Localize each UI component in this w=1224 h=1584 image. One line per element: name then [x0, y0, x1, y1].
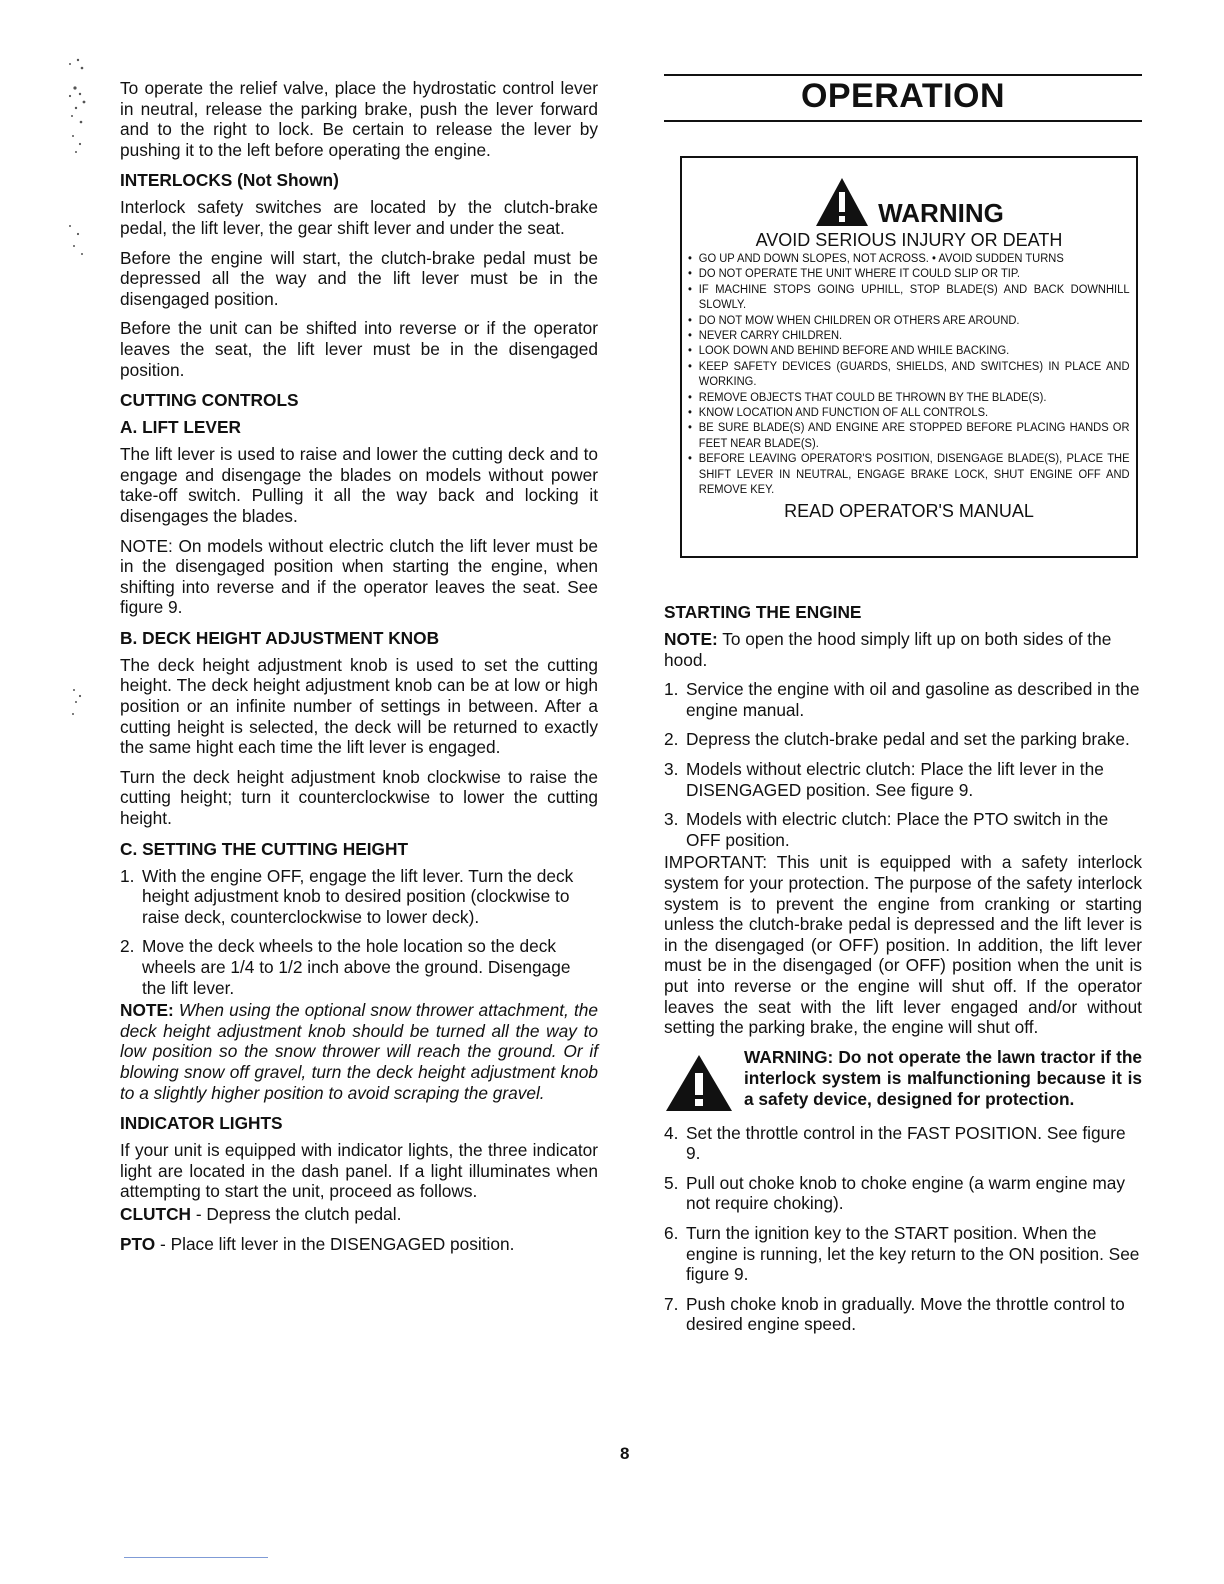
- interlocks-paragraph-2: Before the engine will start, the clutch-brake pedal must be depressed all the way and the lift lever must be in the disengaged position.: [120, 247, 598, 309]
- indicator-lights-paragraph: If your unit is equipped with indicator lights, the three indicator light are located in the dash panel. If a light illuminates when attempting to start the unit, proceed as follows.: [120, 1140, 598, 1202]
- start-step: 3. Models with electric clutch: Place the PTO switch in the OFF position.: [664, 809, 1109, 850]
- snow-thrower-note: [120, 1000, 598, 1103]
- start-step: 6. Turn the ignition key to the START position. When the engine is running, let the key return to the ON position. See figure 9.: [664, 1223, 1140, 1285]
- warning-item: • REMOVE OBJECTS THAT COULD BE THROWN BY THE BLADE(S).: [688, 389, 1047, 404]
- interlock-warning-text: WARNING: Do not operate the lawn tractor if the interlock system is malfunctioning because it is a safety device, designed for protection.: [744, 1046, 1142, 1109]
- hood-note: [664, 629, 1142, 670]
- setting-cutting-height-heading: C. SETTING THE CUTTING HEIGHT: [120, 838, 409, 859]
- warning-item: • KEEP SAFETY DEVICES (GUARDS, SHIELDS, AND SWITCHES) IN PLACE AND WORKING.: [688, 358, 1130, 389]
- warning-triangle-icon: [814, 176, 870, 228]
- step-text: With the engine OFF, engage the lift lever. Turn the deck height adjustment knob to desired position (clockwise to raise deck, counterclockwise to lower deck).: [142, 865, 574, 927]
- warning-item: • LOOK DOWN AND BEHIND BEFORE AND WHILE BACKING.: [688, 343, 1010, 358]
- setting-step: [120, 866, 598, 928]
- interlock-warning: [664, 1047, 1142, 1113]
- setting-step: [120, 936, 598, 998]
- indicator-lights-heading: INDICATOR LIGHTS: [120, 1113, 283, 1134]
- pto-instruction: [120, 1234, 598, 1255]
- warning-subheading: AVOID SERIOUS INJURY OR DEATH: [755, 230, 1063, 250]
- read-manual-footer: READ OPERATOR'S MANUAL: [784, 500, 1034, 521]
- note-text: When using the optional snow thrower attachment, the deck height adjustment knob should be turned all the way to low position so the snow thrower will reach the ground. Or if blowing snow off gravel, turn the deck height adjustment knob to a slightly higher position to avoid scraping the gravel.: [120, 1000, 598, 1103]
- step-number: 1.: [120, 865, 135, 886]
- warning-item: • KNOW LOCATION AND FUNCTION OF ALL CONTROLS.: [688, 405, 989, 420]
- note-text: To open the hood simply lift up on both sides of the hood.: [664, 629, 1112, 670]
- step-number: 2.: [120, 936, 135, 957]
- lift-lever-heading: A. LIFT LEVER: [120, 417, 241, 438]
- pto-text: - Place lift lever in the DISENGAGED position.: [155, 1233, 515, 1254]
- step-text: Move the deck wheels to the hole location so the deck wheels are 1/4 to 1/2 inch above the ground. Disengage the lift lever.: [142, 936, 571, 998]
- lift-lever-note: NOTE: On models without electric clutch the lift lever must be in the disengaged position when starting the engine, when shifting into reverse and if the operator leaves the seat. See figure 9.: [120, 535, 598, 618]
- interlocks-paragraph-1: Interlock safety switches are located by the clutch-brake pedal, the lift lever, the gear shift lever and under the seat.: [120, 197, 598, 238]
- left-column: [120, 78, 598, 1263]
- warning-item: • DO NOT OPERATE THE UNIT WHERE IT COULD SLIP OR TIP.: [688, 266, 1021, 281]
- note-label: NOTE:: [120, 1000, 174, 1021]
- start-step: 4. Set the throttle control in the FAST POSITION. See figure 9.: [664, 1122, 1126, 1164]
- page-title: OPERATION: [800, 77, 1006, 115]
- interlocks-heading: INTERLOCKS (Not Shown): [120, 170, 339, 191]
- warning-header: [688, 162, 1130, 228]
- relief-valve-paragraph: To operate the relief valve, place the hydrostatic control lever in neutral, release the parking brake, push the lever forward and to the right to lock. Be certain to release the lever by pushing it to the left before operating the engine.: [120, 78, 598, 160]
- start-step: 2. Depress the clutch-brake pedal and set the parking brake.: [664, 729, 1130, 750]
- deck-height-heading: B. DECK HEIGHT ADJUSTMENT KNOB: [120, 627, 440, 648]
- scan-binding-marks: [40, 50, 100, 750]
- note-label: NOTE:: [664, 629, 718, 649]
- starting-engine-heading: STARTING THE ENGINE: [664, 602, 862, 622]
- clutch-label: CLUTCH: [120, 1203, 192, 1224]
- warning-item: • DO NOT MOW WHEN CHILDREN OR OTHERS ARE AROUND.: [688, 312, 1020, 327]
- deck-height-paragraph-1: The deck height adjustment knob is used to set the cutting height. The deck height adjustment knob can be at low or high position or an infinite number of settings in between. After a cutting height is selected, the deck will be returned to exactly the same hight each time the lift lever is engaged.: [120, 654, 598, 758]
- start-step: 7. Push choke knob in gradually. Move the throttle control to desired engine speed.: [664, 1293, 1125, 1335]
- start-step: 5. Pull out choke knob to choke engine (a warm engine may not require choking).: [664, 1172, 1126, 1214]
- warning-list: [688, 251, 1130, 498]
- start-step: 1. Service the engine with oil and gasoline as described in the engine manual.: [664, 679, 1140, 720]
- deck-height-paragraph-2: Turn the deck height adjustment knob clockwise to raise the cutting height; turn it counterclockwise to lower the cutting height.: [120, 766, 598, 829]
- warning-item: • BE SURE BLADE(S) AND ENGINE ARE STOPPED BEFORE PLACING HANDS OR FEET NEAR BLADE(S).: [688, 420, 1130, 450]
- clutch-text: - Depress the clutch pedal.: [191, 1203, 402, 1224]
- warning-item: • NEVER CARRY CHILDREN.: [688, 328, 843, 343]
- lift-lever-paragraph: The lift lever is used to raise and lower the cutting deck and to engage and disengage the blades on models without power take-off switch. Pulling it all the way back and locking it disengages the blades.: [120, 444, 598, 526]
- warning-item: • IF MACHINE STOPS GOING UPHILL, STOP BLADE(S) AND BACK DOWNHILL SLOWLY.: [688, 281, 1130, 312]
- warning-item: • GO UP AND DOWN SLOPES, NOT ACROSS. • AVOID SUDDEN TURNS: [688, 251, 1064, 265]
- warning-item: • BEFORE LEAVING OPERATOR'S POSITION, DISENGAGE BLADE(S), PLACE THE SHIFT LEVER IN NEUTRAL, ENGAGE BRAKE LOCK, SHUT ENGINE OFF AND REMOVE KEY.: [688, 451, 1130, 497]
- important-paragraph: IMPORTANT: This unit is equipped with a safety interlock system for your protection. The purpose of the safety interlock system is to prevent the engine from cranking or starting unless the clutch-brake pedal is depressed and the lift lever is in the disengaged (or OFF) position. In addition, the lift lever must be in the disengaged (or OFF) position when the unit is put into reverse or the engine will shut off. If the operator leaves the seat with the lift lever engaged and/or without setting the parking brake, the engine will shut off.: [664, 852, 1142, 1038]
- page-number: 8: [620, 1444, 630, 1463]
- cutting-controls-heading: CUTTING CONTROLS: [120, 390, 299, 411]
- footer-rule: [124, 1557, 268, 1558]
- right-column: [664, 78, 1142, 1344]
- interlocks-paragraph-3: Before the unit can be shifted into reverse or if the operator leaves the seat, the lift lever must be in the disengaged position.: [120, 318, 598, 380]
- warning-heading: WARNING: [878, 198, 1004, 228]
- warning-triangle-icon: [664, 1053, 734, 1113]
- operation-title-bar: [664, 74, 1142, 122]
- warning-box: [680, 156, 1138, 558]
- pto-label: PTO: [120, 1233, 156, 1254]
- clutch-instruction: [120, 1204, 598, 1225]
- start-step: 3. Models without electric clutch: Place the lift lever in the DISENGAGED position. See figure 9.: [664, 758, 1104, 800]
